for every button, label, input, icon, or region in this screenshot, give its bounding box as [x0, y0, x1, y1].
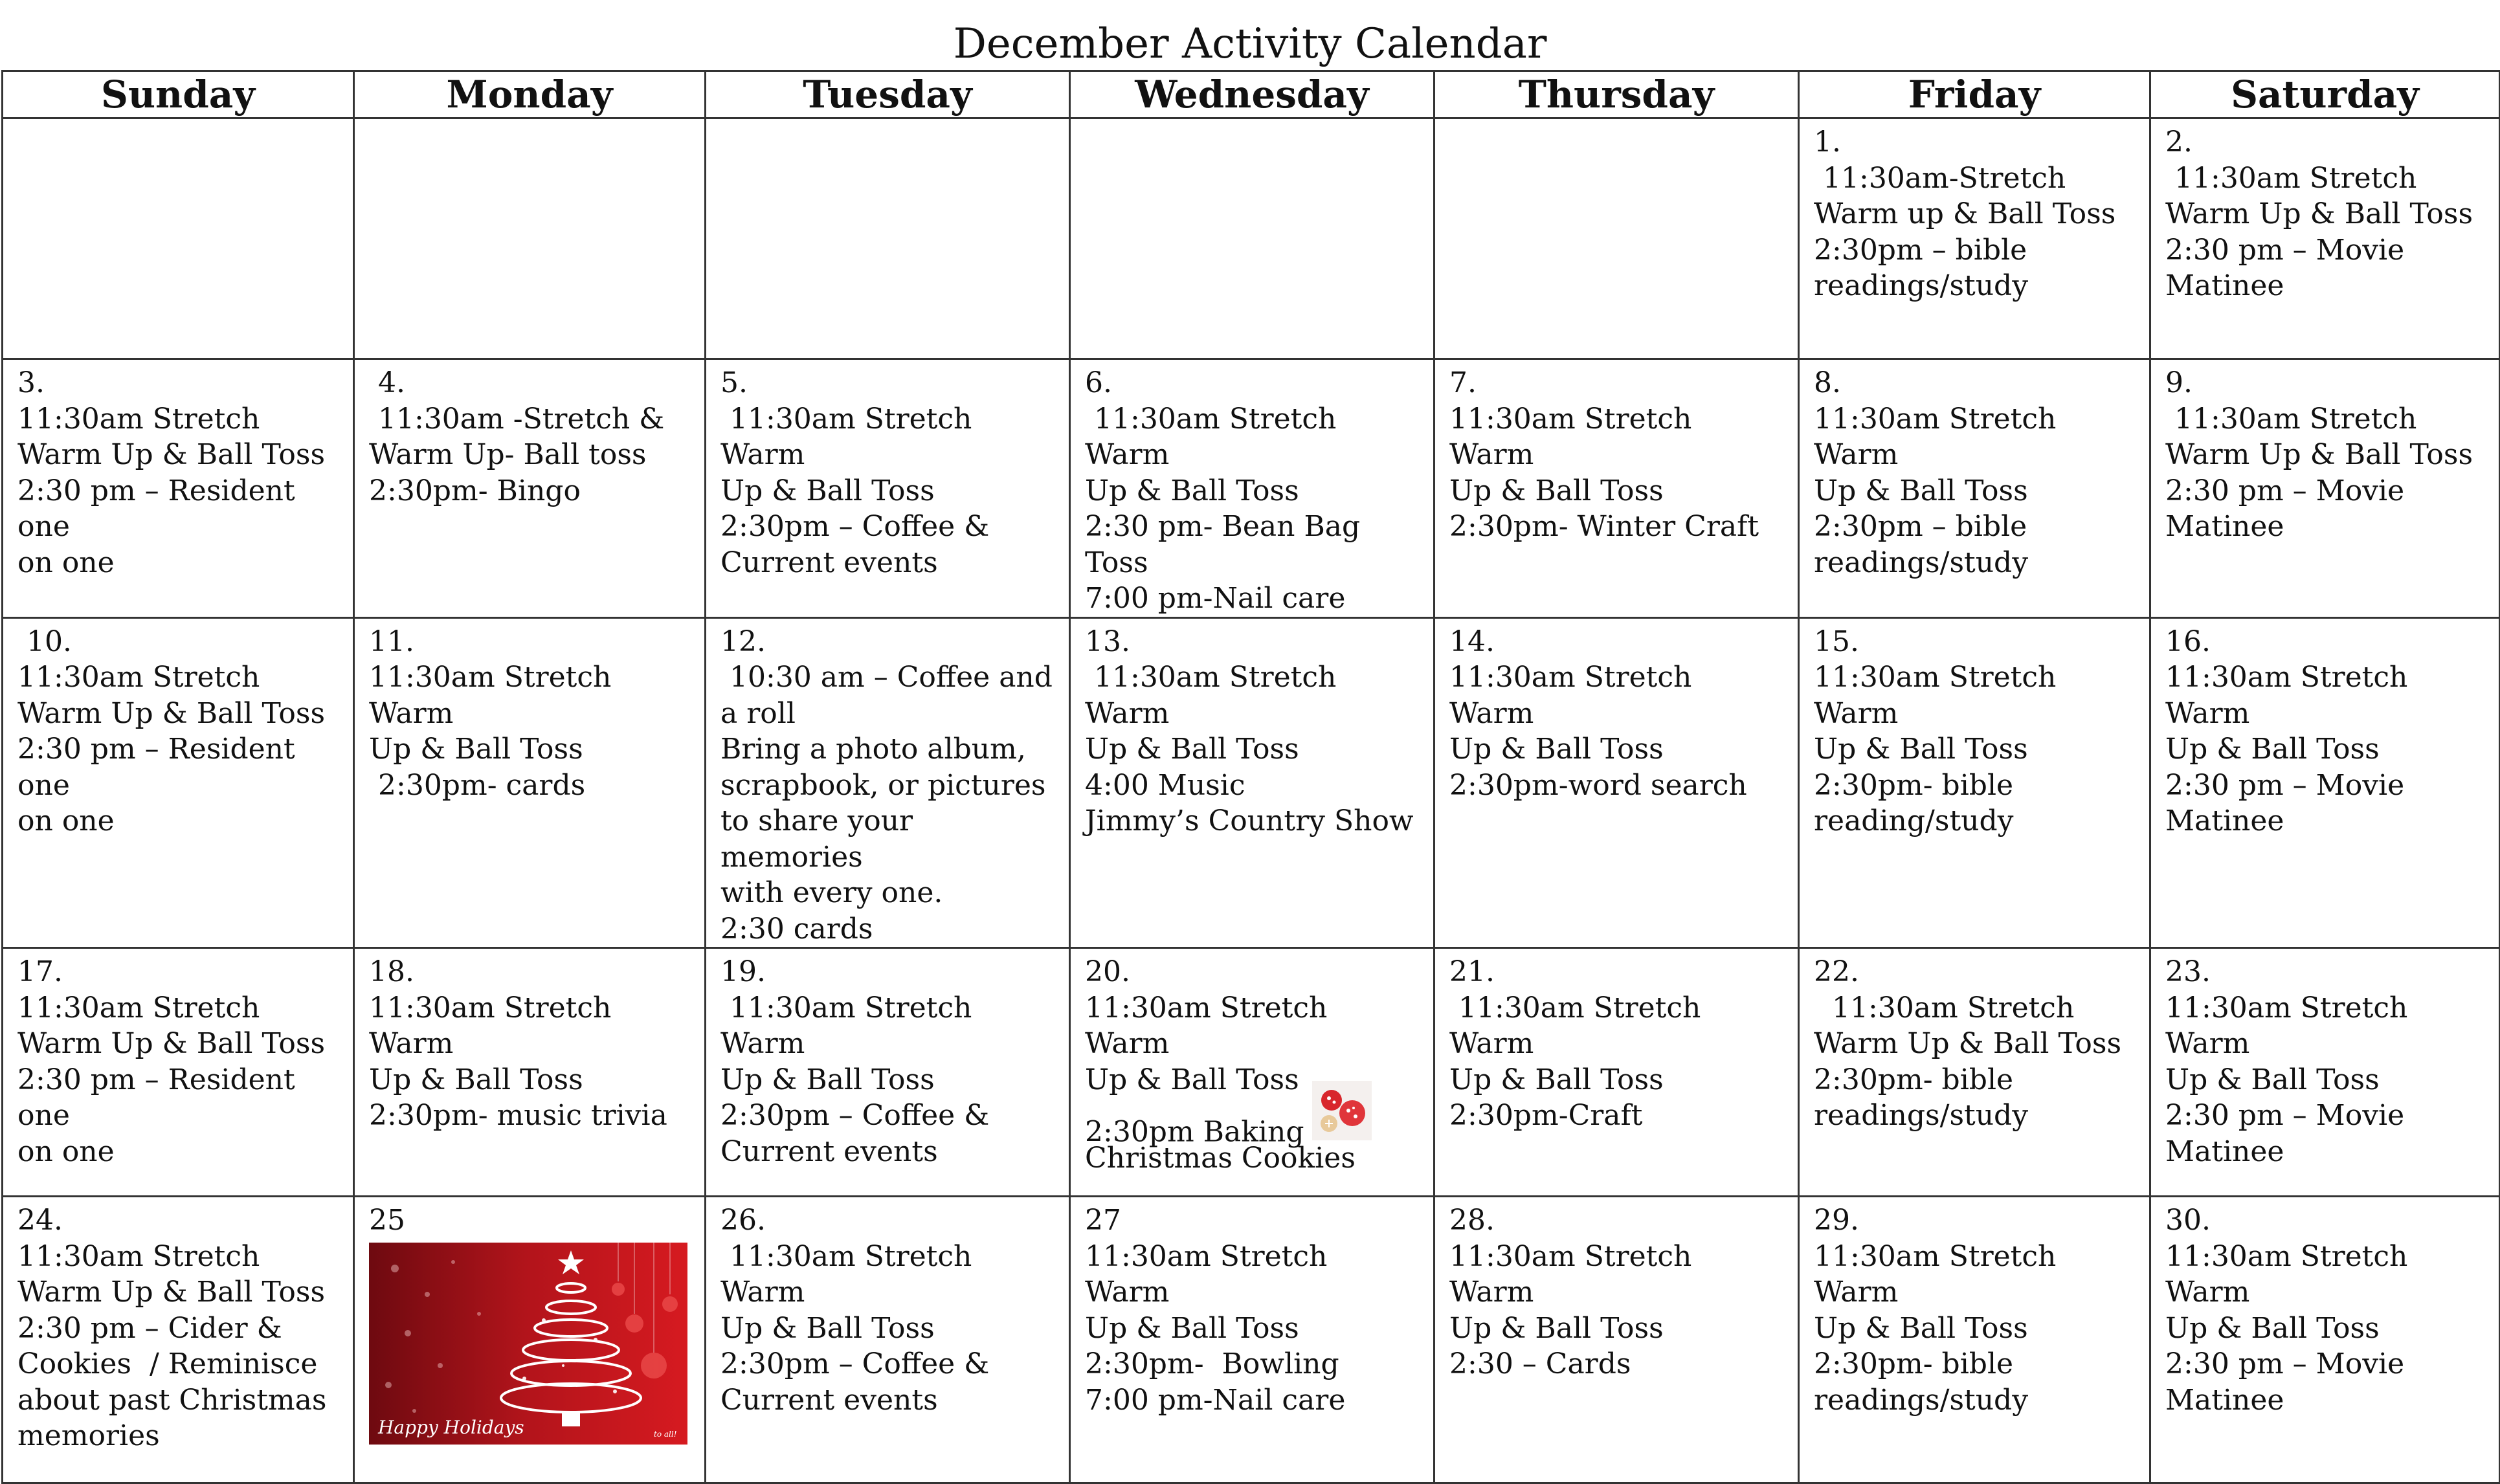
day-cell-text: 12. 10:30 am – Coffee and a roll Bring a photo album, scrapbook, or pictures to share your memories with every one. 2:30 cards [720, 625, 1053, 946]
day-cell [1799, 1197, 2150, 1483]
day-cell [1434, 1197, 1799, 1483]
day-cell-text: 28. 11:30am Stretch Warm Up & Ball Toss 2:30 – Cards [1449, 1204, 1692, 1380]
day-cell [1434, 359, 1799, 618]
day-cell [1070, 359, 1434, 618]
day-cell [354, 948, 706, 1197]
day-cell-text: 29. 11:30am Stretch Warm Up & Ball Toss 2:30pm- bible readings/study [1814, 1204, 2057, 1417]
day-cell-text: 21. 11:30am Stretch Warm Up & Ball Toss 2:30pm-Craft [1449, 955, 1701, 1132]
christmas-card-image [369, 1243, 687, 1445]
cookies-icon [1312, 1081, 1372, 1140]
week-row [3, 1197, 2500, 1483]
day-cell-empty [706, 118, 1070, 359]
day-cell [3, 948, 354, 1197]
day-cell [2150, 617, 2500, 948]
day-cell [706, 948, 1070, 1197]
weekday-header: Monday [354, 71, 706, 118]
day-cell-text: 10. 11:30am Stretch Warm Up & Ball Toss 2:30 pm – Resident one on one [17, 625, 326, 837]
day-cell-text: 26. 11:30am Stretch Warm Up & Ball Toss 2:30pm – Coffee & Current events [720, 1204, 990, 1417]
day-cell-text: 22. 11:30am Stretch Warm Up & Ball Toss 2:30pm- bible readings/study [1814, 955, 2122, 1132]
card-greeting-text: Happy Holidays [378, 1416, 524, 1438]
day-cell [1070, 948, 1434, 1197]
day-cell-text: 5. 11:30am Stretch Warm Up & Ball Toss 2:30pm – Coffee & Current events [720, 366, 990, 579]
day-cell-text: 2. 11:30am Stretch Warm Up & Ball Toss 2:30 pm – Movie Matinee [2165, 126, 2473, 302]
day-cell-empty [3, 118, 354, 359]
day-cell-text: 3. 11:30am Stretch Warm Up & Ball Toss 2:30 pm – Resident one on one [17, 366, 326, 579]
day-cell-text: 30. 11:30am Stretch Warm Up & Ball Toss 2:30 pm – Movie Matinee [2165, 1204, 2408, 1417]
day-cell-text: 7. 11:30am Stretch Warm Up & Ball Toss 2:30pm- Winter Craft [1449, 366, 1759, 543]
day-cell [354, 359, 706, 618]
day-cell [3, 1197, 354, 1483]
day-cell-text: 15. 11:30am Stretch Warm Up & Ball Toss 2:30pm- bible reading/study [1814, 625, 2057, 837]
page-title: December Activity Calendar [953, 20, 1547, 68]
weekday-header: Friday [1799, 71, 2150, 118]
day-cell [1799, 359, 2150, 618]
day-cell [706, 1197, 1070, 1483]
week-row [3, 617, 2500, 948]
day-cell-text: 24. 11:30am Stretch Warm Up & Ball Toss 2:30 pm – Cider & Cookies / Reminisce about past Christmas memories [17, 1204, 327, 1452]
day-cell-text: 6. 11:30am Stretch Warm Up & Ball Toss 2:30 pm- Bean Bag Toss 7:00 pm-Nail care [1085, 366, 1361, 615]
day-cell-text: 19. 11:30am Stretch Warm Up & Ball Toss 2:30pm – Coffee & Current events [720, 955, 990, 1168]
week-row [3, 948, 2500, 1197]
weekday-header: Thursday [1434, 71, 1799, 118]
day-cell [1070, 1197, 1434, 1483]
day-number: 25 [369, 1204, 405, 1237]
day-cell-empty [1070, 118, 1434, 359]
day-cell-text: 8. 11:30am Stretch Warm Up & Ball Toss 2:30pm – bible readings/study [1814, 366, 2057, 579]
day-cell [2150, 948, 2500, 1197]
day-cell [2150, 118, 2500, 359]
day-cell [3, 617, 354, 948]
day-cell-text: 9. 11:30am Stretch Warm Up & Ball Toss 2:30 pm – Movie Matinee [2165, 366, 2473, 543]
weekday-header: Saturday [2150, 71, 2500, 118]
day-cell [1799, 948, 2150, 1197]
day-cell [706, 617, 1070, 948]
baking-text: 2:30pm Baking [1085, 1115, 1304, 1149]
day-cell [1799, 617, 2150, 948]
calendar-grid [1, 70, 2500, 1484]
day-cell-text: 14. 11:30am Stretch Warm Up & Ball Toss 2:30pm-word search [1449, 625, 1747, 802]
card-small-text: to all! [654, 1429, 677, 1439]
day-cell [354, 617, 706, 948]
weekday-header: Wednesday [1070, 71, 1434, 118]
day-cell [1799, 118, 2150, 359]
day-cell [3, 359, 354, 618]
week-row [3, 359, 2500, 618]
weekday-header: Sunday [3, 71, 354, 118]
day-cell [2150, 1197, 2500, 1483]
day-cell [354, 1197, 706, 1483]
day-cell-text: 18. 11:30am Stretch Warm Up & Ball Toss 2:30pm- music trivia [369, 955, 667, 1132]
weekday-header-row [3, 71, 2500, 118]
weekday-header: Tuesday [706, 71, 1070, 118]
week-row [3, 118, 2500, 359]
day-cell-text: 27 11:30am Stretch Warm Up & Ball Toss 2:30pm- Bowling 7:00 pm-Nail care [1085, 1204, 1346, 1417]
day-cell [1070, 617, 1434, 948]
day-cell-text: 16. 11:30am Stretch Warm Up & Ball Toss 2:30 pm – Movie Matinee [2165, 625, 2408, 837]
day-cell-text: 4. 11:30am -Stretch & Warm Up- Ball toss 2:30pm- Bingo [369, 366, 665, 507]
day-cell-text: 13. 11:30am Stretch Warm Up & Ball Toss 4:00 Music Jimmy’s Country Show [1085, 625, 1414, 837]
day-cell [706, 359, 1070, 618]
day-cell-text: 11. 11:30am Stretch Warm Up & Ball Toss 2:30pm- cards [369, 625, 612, 802]
day-cell [1434, 617, 1799, 948]
day-cell-text: 1. 11:30am-Stretch Warm up & Ball Toss 2:30pm – bible readings/study [1814, 126, 2116, 302]
day-cell-text: 17. 11:30am Stretch Warm Up & Ball Toss 2:30 pm – Resident one on one [17, 955, 326, 1168]
day-cell [1434, 948, 1799, 1197]
day-cell-text: 20. 11:30am Stretch Warm Up & Ball Toss 2:30pm Baking Christmas Cookies [1071, 949, 1433, 1177]
day-cell-empty [354, 118, 706, 359]
day-cell [2150, 359, 2500, 618]
day-cell-empty [1434, 118, 1799, 359]
day-cell-text: 23. 11:30am Stretch Warm Up & Ball Toss 2:30 pm – Movie Matinee [2165, 955, 2408, 1168]
